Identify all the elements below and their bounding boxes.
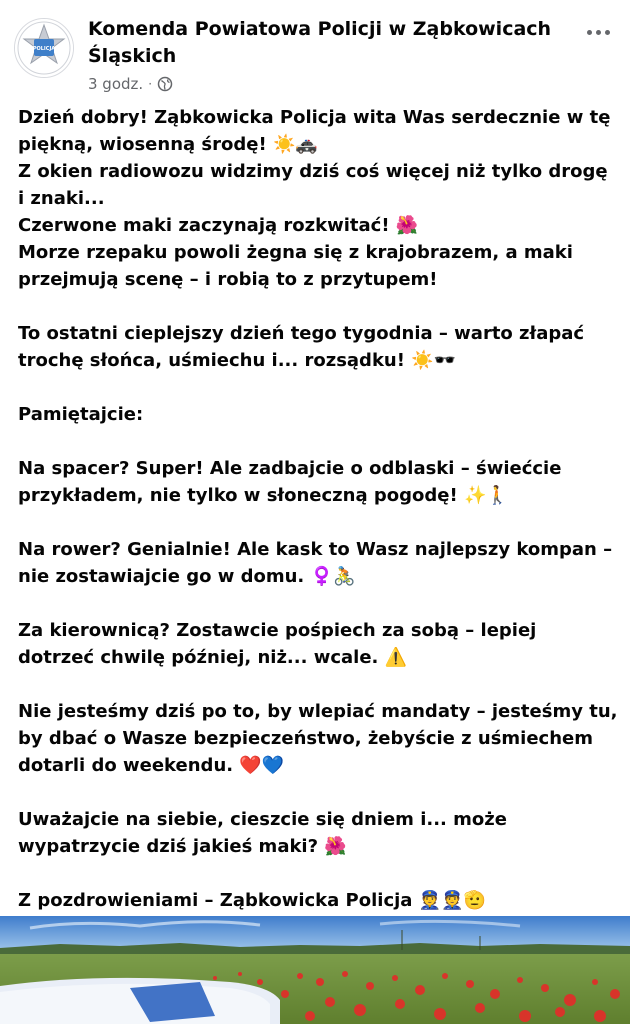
globe-icon[interactable] (157, 76, 173, 92)
post-line: Nie jesteśmy dziś po to, by wlepiać mandaty – jesteśmy tu, by dbać o Wasze bezpieczeństwo, żebyście z uśmiechem dotarli do weekendu. (18, 701, 618, 776)
poppy-field-photo-icon (0, 916, 630, 1024)
post-paragraph (18, 320, 618, 374)
emoji-icon: ⚠️ (384, 647, 408, 668)
post-line: Na rower? Genialnie! Ale kask to Wasz najlepszy kompan – nie zostawiajcie go w domu. (18, 539, 613, 587)
post-line: Z pozdrowieniami – Ząbkowicka Policja (18, 890, 419, 911)
post-line: Dzień dobry! Ząbkowicka Policja wita Was serdecznie w tę piękną, wiosenną środę! (18, 107, 611, 155)
emoji-icon: ☀️🚓 (272, 134, 318, 155)
more-horizontal-icon (596, 30, 601, 35)
post-paragraph (18, 806, 618, 860)
more-horizontal-icon (605, 30, 610, 35)
meta-separator: · (148, 77, 153, 91)
post-header (0, 0, 630, 100)
post-paragraph (18, 536, 618, 590)
post-line: Morze rzepaku powoli żegna się z krajobrazem, a maki przejmują scenę – i robią to z przytupem! (18, 242, 573, 290)
police-star-logo-icon (15, 19, 73, 77)
emoji-icon: ✨🚶 (463, 485, 509, 506)
post-line: Z okien radiowozu widzimy dziś coś więcej niż tylko drogę i znaki... (18, 161, 608, 209)
post-line: Pamiętajcie: (18, 404, 144, 425)
page-name-link[interactable]: Komenda Powiatowa Policji w Ząbkowicach Śląskich (88, 18, 552, 67)
post-paragraphs (18, 104, 618, 914)
post-line: Za kierownicą? Zostawcie pośpiech za sobą – lepiej dotrzeć chwilę później, niż... wcale. (18, 620, 537, 668)
post-paragraph (18, 104, 618, 293)
more-horizontal-icon (587, 30, 592, 35)
post-photo[interactable] (0, 916, 630, 1024)
emoji-icon: ♀️🚴 (310, 566, 356, 587)
post-time-link[interactable]: 3 godz. (88, 75, 144, 93)
avatar[interactable] (14, 18, 74, 78)
post-paragraph (18, 698, 618, 779)
emoji-icon: 🌺 (324, 836, 347, 857)
post-line: To ostatni cieplejszy dzień tego tygodnia – warto złapać trochę słońca, uśmiechu i... rozsądku! (18, 323, 585, 371)
emoji-icon: 👮👮🫡 (418, 890, 486, 911)
emoji-icon: ❤️💙 (239, 755, 285, 776)
emoji-icon: ☀️🕶️ (411, 350, 457, 371)
post-paragraph (18, 617, 618, 671)
post-paragraph (18, 401, 618, 428)
post-line: Uważajcie na siebie, cieszcie się dniem i... może wypatrzycie dziś jakieś maki? (18, 809, 507, 857)
post-text (18, 104, 618, 941)
post-paragraph (18, 455, 618, 509)
post-line: Czerwone maki zaczynają rozkwitać! (18, 215, 396, 236)
avatar-logo-text: POLICJA (32, 46, 56, 52)
emoji-icon: 🌺 (395, 215, 419, 236)
post-meta (88, 74, 173, 94)
post-line: Na spacer? Super! Ale zadbajcie o odblaski – świećcie przykładem, nie tylko w słoneczną pogodę! (18, 458, 562, 506)
more-options-button[interactable] (580, 18, 616, 46)
post-paragraph (18, 887, 618, 914)
